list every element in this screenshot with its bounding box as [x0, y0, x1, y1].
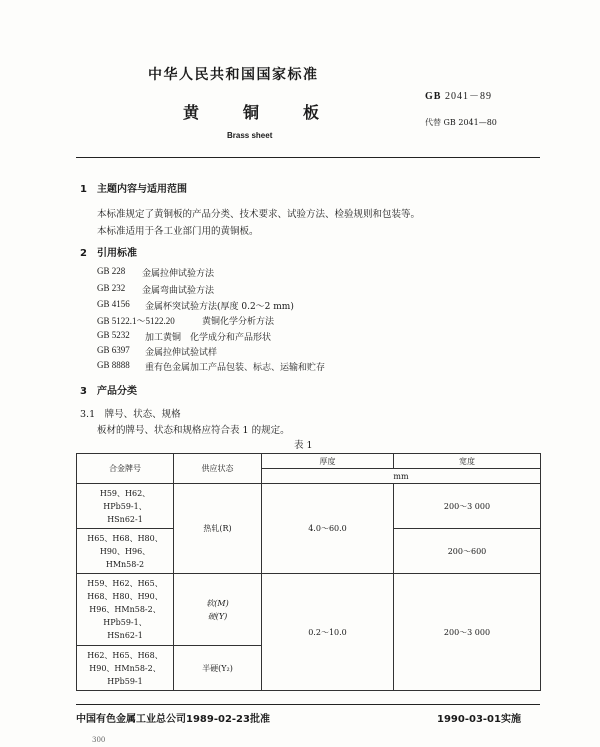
standard-code: 2041－89 — [444, 91, 492, 102]
replaces-note: 代替 GB 2041—80 — [425, 118, 497, 127]
table-cell-width: 200～3 000 — [394, 574, 541, 691]
section-2-heading: 2 引用标准 — [80, 248, 137, 259]
product-table — [76, 453, 541, 691]
page-number: 300 — [92, 736, 106, 744]
table-cell-width: 200～3 000 — [394, 484, 541, 529]
ref-name: 金属拉伸试验方法 — [142, 269, 215, 279]
ref-name: 加工黄铜 化学成分和产品形状 — [145, 333, 272, 343]
ref-name: 金属拉伸试验试样 — [145, 348, 218, 358]
table-caption: 表 1 — [294, 440, 313, 451]
ref-code: GB 4156 — [97, 299, 130, 309]
header-thickness: 厚度 — [262, 454, 394, 469]
ref-code: GB 228 — [97, 266, 126, 276]
header-width: 宽度 — [394, 454, 541, 469]
footer-rule — [76, 704, 540, 705]
section-1-para-1: 本标准规定了黄铜板的产品分类、技术要求、试验方法、检验规则和包装等。 — [97, 209, 421, 220]
standard-prefix: GB — [425, 91, 442, 102]
table-cell-thickness: 0.2～10.0 — [262, 574, 394, 691]
ref-code: GB 8888 — [97, 360, 130, 370]
table-cell-grade: H59、H62、 HPb59-1、 HSn62-1 — [77, 484, 174, 529]
header-grade: 合金牌号 — [77, 454, 174, 484]
ref-code: GB 6397 — [97, 345, 130, 355]
header-state: 供应状态 — [174, 454, 262, 484]
table-cell-width: 200～600 — [394, 529, 541, 574]
ref-name: 黄铜化学分析方法 — [202, 317, 275, 327]
section-1-heading: 1 主题内容与适用范围 — [80, 184, 187, 195]
table-cell-thickness: 4.0～60.0 — [262, 484, 394, 574]
ref-name: 重有色金属加工产品包装、标志、运输和贮存 — [145, 363, 326, 373]
header-rule — [76, 157, 540, 158]
section-1-para-2: 本标准适用于各工业部门用的黄铜板。 — [97, 226, 259, 237]
header-unit: mm — [262, 469, 541, 484]
ref-code: GB 232 — [97, 283, 126, 293]
org-title: 中华人民共和国国家标准 — [148, 67, 319, 83]
table-cell-state: 半硬(Y₂) — [174, 646, 262, 691]
table-cell-grade: H65、H68、H80、 H90、H96、 HMn58-2 — [77, 529, 174, 574]
ref-name: 金属杯突试验方法(厚度 0.2～2 mm) — [145, 302, 294, 312]
ref-code: GB 5232 — [97, 330, 130, 340]
table-cell-grade: H59、H62、H65、 H68、H80、H90、 H96、HMn58-2、 HPb59-1、 HSn62-1 — [77, 574, 174, 646]
ref-code: GB 5122.1～5122.20 — [97, 316, 175, 326]
table-cell-grade: H62、H65、H68、 H90、HMn58-2、 HPb59-1 — [77, 646, 174, 691]
english-title: Brass sheet — [227, 131, 273, 140]
table-cell-state: 热轧(R) — [174, 484, 262, 574]
section-3-heading: 3 产品分类 — [80, 386, 137, 397]
ref-name: 金属弯曲试验方法 — [142, 286, 215, 296]
section-3-1-heading: 3.1 牌号、状态、规格 — [80, 409, 181, 420]
section-3-1-para: 板材的牌号、状态和规格应符合表 1 的规定。 — [97, 425, 290, 436]
standard-number — [425, 87, 492, 102]
approval-note: 中国有色金属工业总公司1989-02-23批准 — [76, 714, 270, 725]
table-cell-state: 软(M) 硬(Y) — [174, 574, 262, 646]
effective-date: 1990-03-01实施 — [437, 714, 521, 725]
page-title: 黄铜板 — [183, 103, 364, 122]
